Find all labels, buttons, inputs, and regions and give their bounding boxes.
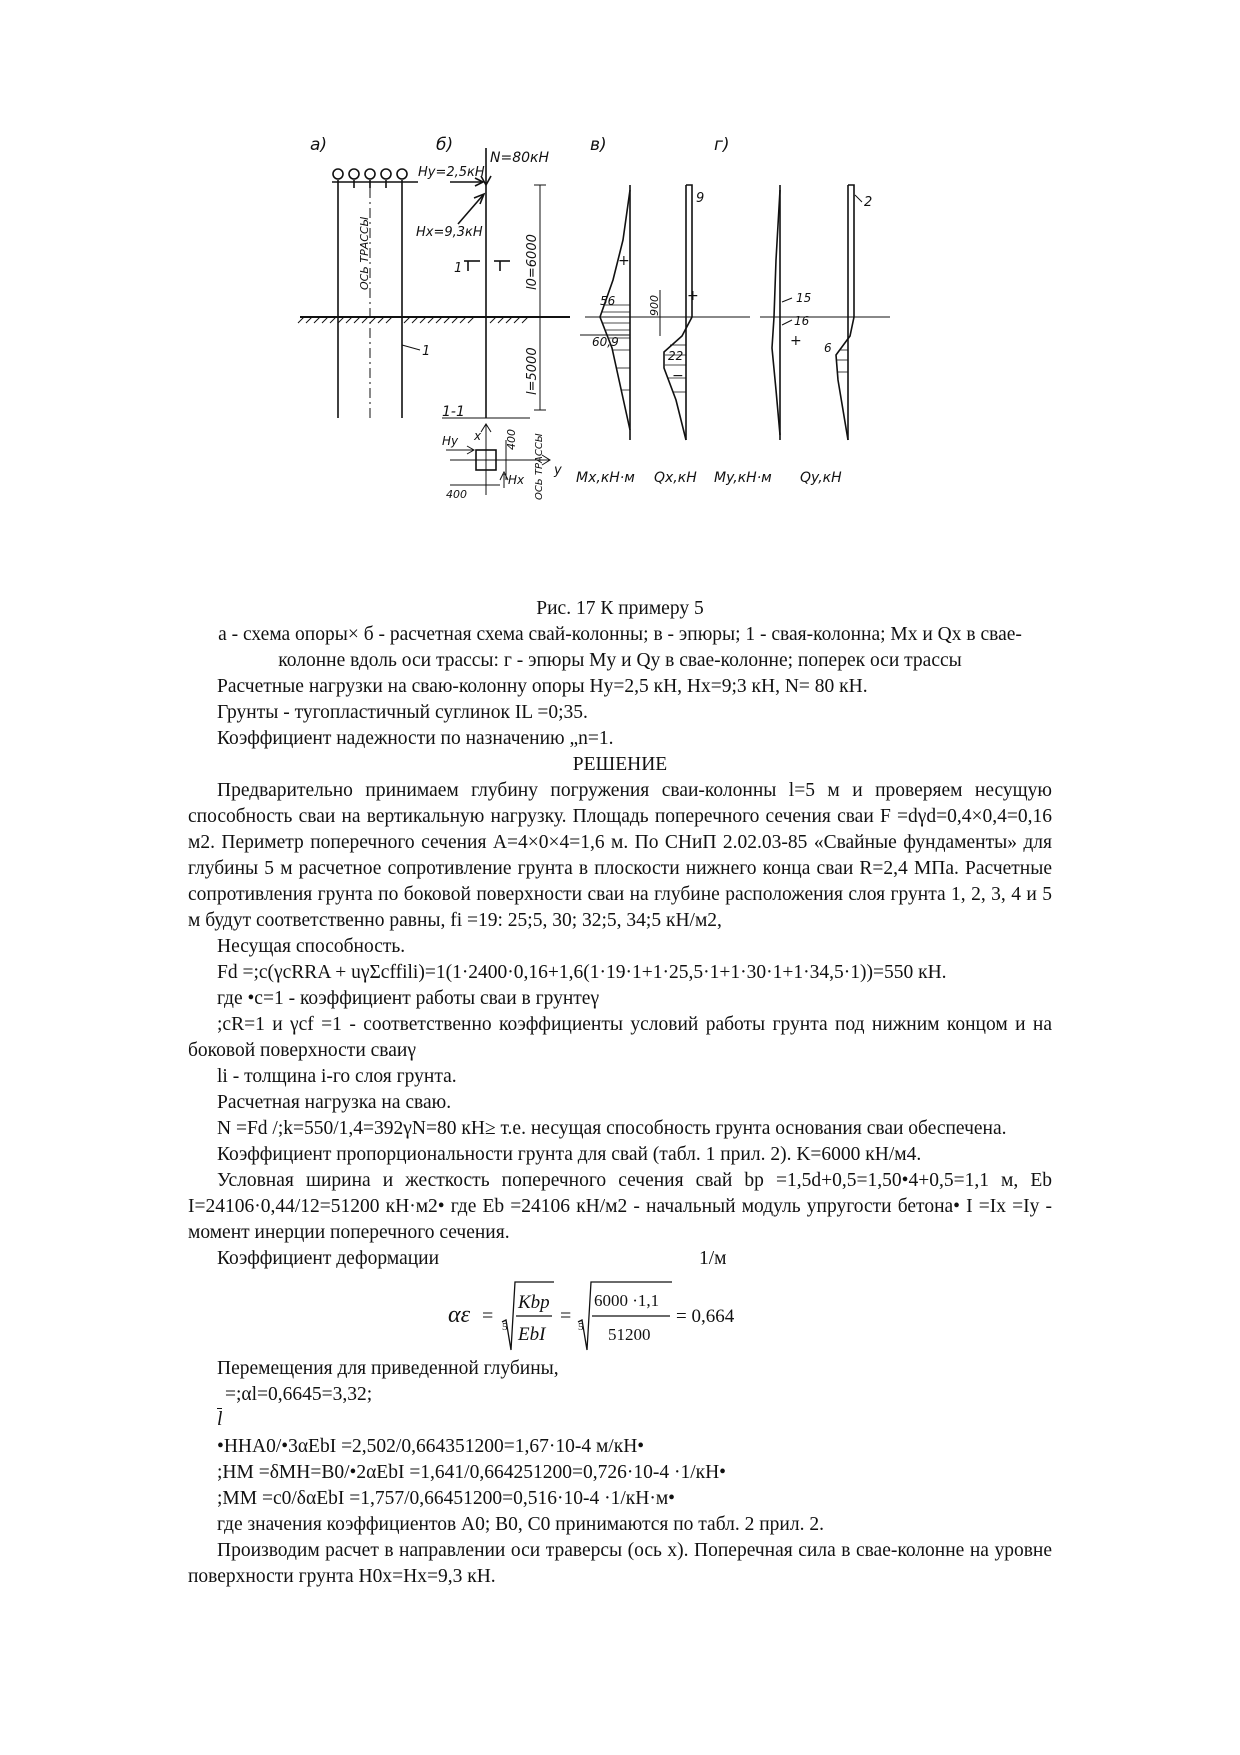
- document-body: [188, 596, 1052, 1590]
- formula-root-index-2: 5: [578, 1321, 584, 1333]
- section-hx-label: Hx: [508, 473, 525, 487]
- gamma-cr-note: ;cR=1 и γcf =1 - соответственно коэффициенты условий работы грунта под нижним концом и на боковой поверхности сваиγ: [188, 1014, 1052, 1061]
- bearing-capacity-label: Несущая способность.: [217, 936, 406, 957]
- epure-sign-plus-qx: +: [687, 288, 699, 304]
- section-axis-y: y: [554, 463, 562, 478]
- epure-value-56: 56: [600, 294, 616, 308]
- section-axis-route: ОСЬ ТРАССЫ: [534, 433, 545, 500]
- epure-value-2: 2: [864, 195, 873, 210]
- deformation-formula: [188, 1276, 1052, 1354]
- panel-label-b: б): [436, 135, 454, 155]
- epure-value-15: 15: [796, 291, 812, 305]
- epure-label-qy: Qy,кН: [800, 470, 842, 486]
- panel-label-a: а): [310, 135, 328, 155]
- formula-numerator-1: Kbp: [518, 1292, 550, 1313]
- section-axis-x: x: [474, 429, 482, 443]
- load-hy-label: Hy=2,5кН: [418, 165, 485, 180]
- soil-text: Грунты - тугопластичный суглинок IL =0;35.: [217, 702, 588, 723]
- pile-label: 1: [422, 344, 431, 359]
- design-loads-text: Расчетные нагрузки на сваю-колонну опоры Hy=2,5 кН, Hx=9;3 кН, N= 80 кН.: [217, 676, 868, 697]
- formula-result: = 0,664: [676, 1306, 735, 1327]
- reduced-depth-row: [217, 1382, 1052, 1408]
- formula-lhs: αε: [448, 1302, 471, 1328]
- delta-hm-formula: ;HM =δMH=B0/•2αEbI =1,641/0,664251200=0,726·10-4 ·1/кН•: [217, 1462, 727, 1483]
- deformation-unit: 1/м: [699, 1248, 727, 1269]
- deformation-formula-svg: [448, 1276, 778, 1354]
- section-dim-b: 400: [446, 488, 467, 501]
- epure-label-my: My,кН·м: [714, 470, 772, 486]
- conditional-width-paragraph: Условная ширина и жесткость поперечного сечения свай bp =1,5d+0,5=1,50•4+0,5=1,1 м, Eb I=24106·0,44/12=51200 кН·м2• где Eb =24106 кН/м2 - начальный модуль упругости бетона• I =Ix =Iy - момент инерции поперечного сечения.: [188, 1170, 1052, 1243]
- bearing-check-paragraph: Предварительно принимаем глубину погружения сваи-колонны l=5 м и проверяем несущую способность сваи на вертикальную нагрузку. Площадь поперечного сечения сваи F =dγd=0,4×0,4=0,16 м2. Периметр поперечного сечения A=4×0×4=1,6 м. По СНиП 2.02.03-85 «Свайные фундаменты» для глубины 5 м расчетное сопротивление грунта в плоскости нижнего конца сваи R=2,4 МПа. Расчетные сопротивления грунта по боковой поверхности сваи на глубине расположения слоя грунта 1, 2, 3, 4 и 5 м будут соответственно равны, fi =19: 25;5, 30; 32;5, 34;5 кН/м2,: [188, 780, 1052, 931]
- gamma-c-note: где •c=1 - коэффициент работы сваи в грунтеγ: [217, 988, 600, 1009]
- deformation-coefficient-label: [188, 1246, 1052, 1272]
- displacement-label: Перемещения для приведенной глубины,: [217, 1358, 559, 1379]
- epure-sign-plus-my: +: [790, 333, 802, 349]
- svg-text:=: =: [560, 1305, 572, 1327]
- section-label: 1-1: [442, 404, 465, 420]
- formula-denominator-1: EbI: [518, 1324, 546, 1345]
- formula-root-index-1: 5: [502, 1321, 508, 1333]
- figure-17: [310, 135, 960, 580]
- proportionality-coefficient: Коэффициент пропорциональности грунта для свай (табл. 1 прил. 2). K=6000 кН/м4.: [217, 1144, 922, 1165]
- formula-denominator-2: 51200: [608, 1325, 651, 1344]
- traverse-calculation-paragraph: Производим расчет в направлении оси траверсы (ось x). Поперечная сила в свае-колонне на уровне поверхности грунта H0x=Hx=9,3 кН.: [188, 1540, 1052, 1587]
- epure-value-6: 6: [824, 341, 832, 355]
- section-hy-label: Hy: [442, 434, 459, 448]
- load-hx-label: Hx=9,3кН: [416, 225, 483, 240]
- svg-text:=: =: [482, 1305, 494, 1327]
- panel-label-g: г): [714, 135, 730, 155]
- epure-label-mx: Mx,кН·м: [576, 470, 635, 486]
- figure-drawing: [310, 135, 960, 580]
- load-n-label: N=80кН: [490, 150, 550, 166]
- section-mark: 1: [454, 261, 463, 276]
- epure-label-qx: Qx,кН: [654, 470, 697, 486]
- figure-caption-title: Рис. 17 К примеру 5: [536, 598, 704, 619]
- figure-caption-description: а - схема опоры× б - расчетная схема свай-колонны; в - эпюры; 1 - свая-колонна; Mx и Qx в свае-колонне вдоль оси трассы: г - эпюры My и Qy в свае-колонне; поперек оси трассы: [218, 624, 1022, 671]
- epure-value-22: 22: [668, 349, 684, 363]
- dim-below-label: l=5000: [525, 347, 540, 395]
- reduced-depth-symbol-row: [217, 1408, 1052, 1434]
- epure-value-16: 16: [794, 314, 810, 328]
- deformation-coefficient-text: Коэффициент деформации: [217, 1248, 440, 1269]
- reliability-text: Коэффициент надежности по назначению „n=1.: [217, 728, 614, 749]
- epure-sign-minus-qx: −: [672, 368, 684, 384]
- coefficients-note: где значения коэффициентов A0; B0, C0 принимаются по табл. 2 прил. 2.: [217, 1514, 824, 1535]
- bearing-capacity-formula: Fd =;c(γcRRA + uγΣcffili)=1(1·2400·0,16+1,6(1·19·1+1·25,5·1+1·30·1+1·34,5·1))=550 кН.: [217, 962, 947, 983]
- epure-value-9: 9: [696, 191, 705, 206]
- delta-mm-formula: ;MM =c0/δαEbI =1,757/0,66451200=0,516·10-4 ·1/кН·м•: [217, 1488, 676, 1509]
- axis-route-label: ОСЬ ТРАССЫ: [358, 217, 371, 290]
- section-dim-a: 400: [505, 429, 518, 450]
- design-load-label: Расчетная нагрузка на сваю.: [217, 1092, 452, 1113]
- formula-numerator-2: 6000 ·1,1: [594, 1291, 660, 1310]
- reduced-depth-formula: =;αl=0,6645=3,32;: [225, 1384, 373, 1405]
- layer-thickness-note: li - толщина i-го слоя грунта.: [217, 1066, 457, 1087]
- panel-label-v: в): [590, 135, 607, 155]
- solution-heading: РЕШЕНИЕ: [572, 754, 668, 775]
- design-load-formula: N =Fd /;k=550/1,4=392γN=80 кН≥ т.е. несущая способность грунта основания сваи обеспечена.: [217, 1118, 1007, 1139]
- delta-hh-formula: •HHA0/•3αEbI =2,502/0,664351200=1,67·10-4 м/кН•: [217, 1436, 645, 1457]
- epure-value-60-9: 60,9: [592, 335, 619, 349]
- dim-above-label: l0=6000: [525, 234, 540, 290]
- l-bar-symbol: l: [217, 1409, 223, 1430]
- epure-sign-plus-mx: +: [618, 253, 630, 269]
- epure-value-900: 900: [648, 295, 661, 316]
